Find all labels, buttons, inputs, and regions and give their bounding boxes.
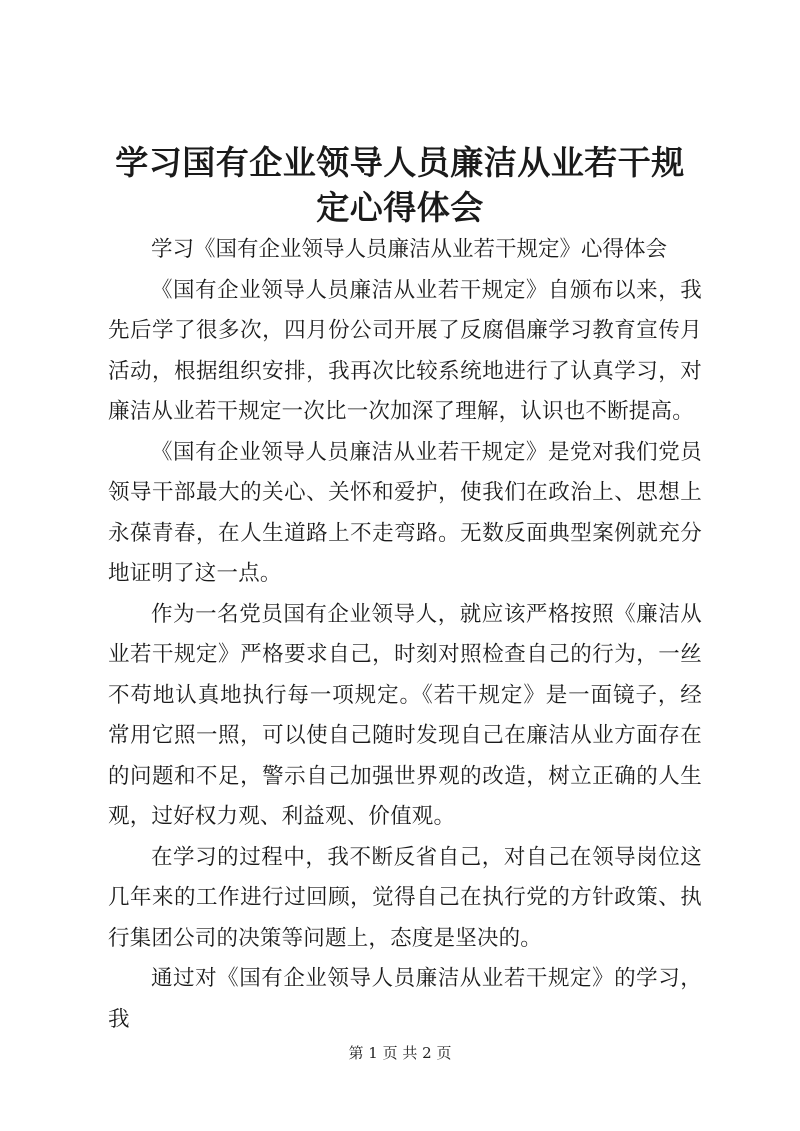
document-title: 学习国有企业领导人员廉洁从业若干规定心得体会	[115, 143, 685, 227]
body-paragraph: 《国有企业领导人员廉洁从业若干规定》是党对我们党员领导干部最大的关心、关怀和爱护，使我们在政治上、思想上永葆青春，在人生道路上不走弯路。无数反面典型案例就充分地证明了这一点。	[108, 439, 702, 586]
body-paragraph: 作为一名党员国有企业领导人，就应该严格按照《廉洁从业若干规定》严格要求自己，时刻对照检查自己的行为，一丝不苟地认真地执行每一项规定。《若干规定》是一面镜子，经常用它照一照，可以使自己随时发现自己在廉洁从业方面存在的问题和不足，警示自己加强世界观的改造，树立正确的人生观，过好权力观、利益观、价值观。	[108, 601, 702, 829]
page-footer: 第 1 页 共 2 页	[348, 1044, 452, 1062]
body-paragraph: 在学习的过程中，我不断反省自己，对自己在领导岗位这几年来的工作进行过回顾，觉得自己在执行党的方针政策、执行集团公司的决策等问题上，态度是坚决的。	[108, 844, 702, 951]
document-body	[108, 230, 702, 1040]
body-paragraph: 通过对《国有企业领导人员廉洁从业若干规定》的学习，我	[108, 966, 702, 1032]
body-paragraph: 《国有企业领导人员廉洁从业若干规定》自颁布以来，我先后学了很多次，四月份公司开展了反腐倡廉学习教育宣传月活动，根据组织安排，我再次比较系统地进行了认真学习，对廉洁从业若干规定一次比一次加深了理解，认识也不断提高。	[108, 277, 702, 424]
document-subtitle: 学习《国有企业领导人员廉洁从业若干规定》心得体会	[151, 237, 668, 262]
